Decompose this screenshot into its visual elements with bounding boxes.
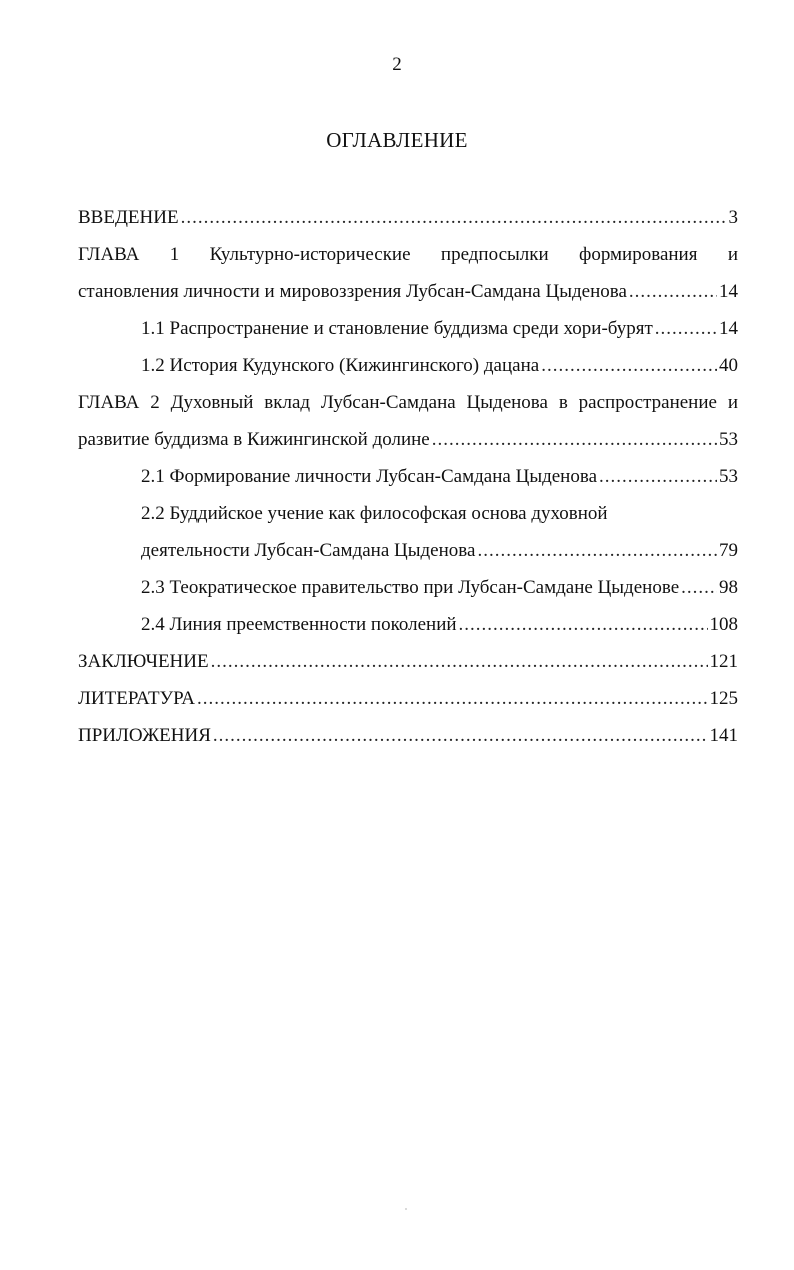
leader-dots <box>629 273 717 310</box>
toc-entry-label: 1.1 Распространение и становление буддизма среди хори-бурят <box>141 318 653 339</box>
toc-chapter2-line2[interactable] <box>78 421 738 458</box>
toc-chapter1-line2[interactable] <box>78 273 738 310</box>
leader-dots <box>213 717 708 754</box>
toc-entry-page: 40 <box>719 355 738 376</box>
toc-chapter1-line1[interactable]: ГЛАВА 1 Культурно-исторические предпосылки формирования и <box>78 244 738 265</box>
toc-section-1-1[interactable] <box>78 310 738 347</box>
page-number: 2 <box>392 54 402 75</box>
toc-section-2-2-line1[interactable]: 2.2 Буддийское учение как философская основа духовной <box>141 503 608 524</box>
toc-entry-page: 53 <box>719 466 738 487</box>
toc-section-2-2-line2[interactable] <box>78 532 738 569</box>
toc-entry-label: становления личности и мировоззрения Лубсан-Самдана Цыденова <box>78 281 627 302</box>
toc-entry-page: 125 <box>709 688 738 709</box>
leader-dots <box>541 347 717 384</box>
toc-title: ОГЛАВЛЕНИЕ <box>326 128 468 152</box>
toc-entry-page: 79 <box>719 540 738 561</box>
leader-dots <box>211 643 708 680</box>
toc-entry-label: развитие буддизма в Кижингинской долине <box>78 429 430 450</box>
toc-entry-page: 3 <box>728 207 738 228</box>
toc-chapter2-line1[interactable]: ГЛАВА 2 Духовный вклад Лубсан-Самдана Цыденова в распространение и <box>78 392 738 413</box>
toc-entry-page: 14 <box>719 318 738 339</box>
toc-entry-page: 108 <box>709 614 738 635</box>
toc-entry-page: 141 <box>709 725 738 746</box>
toc-entry-conclusion[interactable] <box>78 643 738 680</box>
toc-entry-page: 121 <box>709 651 738 672</box>
toc-entry-label: ВВЕДЕНИЕ <box>78 207 179 228</box>
table-of-contents <box>78 199 738 754</box>
leader-dots <box>459 606 708 643</box>
toc-entry-page: 53 <box>719 429 738 450</box>
leader-dots <box>681 569 717 606</box>
toc-entry-page: 14 <box>719 281 738 302</box>
scan-speck <box>405 1208 407 1210</box>
toc-entry-label: 2.4 Линия преемственности поколений <box>141 614 457 635</box>
leader-dots <box>477 532 717 569</box>
leader-dots <box>655 310 717 347</box>
toc-entry-label: ПРИЛОЖЕНИЯ <box>78 725 211 746</box>
leader-dots <box>599 458 717 495</box>
toc-entry-appendices[interactable] <box>78 717 738 754</box>
toc-entry-label: 2.3 Теократическое правительство при Лубсан-Самдане Цыденове <box>141 577 680 598</box>
toc-entry-label: 1.2 История Кудунского (Кижингинского) дацана <box>141 355 540 376</box>
leader-dots <box>197 680 708 717</box>
toc-section-1-2[interactable] <box>78 347 738 384</box>
toc-entry-literature[interactable] <box>78 680 738 717</box>
toc-section-2-3[interactable] <box>78 569 738 606</box>
toc-entry-label: деятельности Лубсан-Самдана Цыденова <box>141 540 476 561</box>
toc-entry-label: 2.1 Формирование личности Лубсан-Самдана Цыденова <box>141 466 597 487</box>
toc-section-2-4[interactable] <box>78 606 738 643</box>
toc-entry-label: ЗАКЛЮЧЕНИЕ <box>78 651 209 672</box>
toc-entry-label: ЛИТЕРАТУРА <box>78 688 195 709</box>
toc-entry-intro[interactable] <box>78 199 738 236</box>
toc-section-2-1[interactable] <box>78 458 738 495</box>
leader-dots <box>181 199 727 236</box>
toc-entry-page: 98 <box>719 577 738 598</box>
leader-dots <box>432 421 717 458</box>
